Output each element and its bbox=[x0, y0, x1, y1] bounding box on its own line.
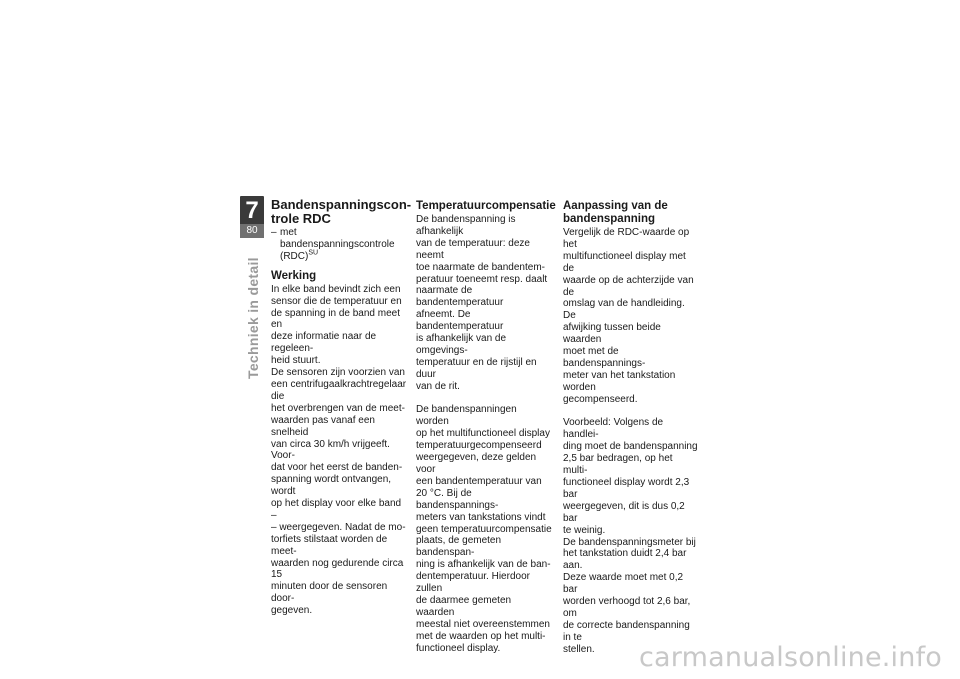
paragraph-adjustment-2: Voorbeeld: Volgens de handlei- ding moet de bandenspanning 2,5 bar bedragen, op het multi- functioneel display wordt 2,3 bar weergegeven, dit is dus 0,2 bar te weinig. De bandenspanningsmeter bij het tankstation duidt 2,4 bar aan. Deze waarde moet met 0,2 bar worden verhoogd tot 2,6 bar, om de correcte bandenspanning in te stellen. bbox=[563, 417, 698, 655]
page-number: 80 bbox=[240, 224, 264, 238]
bullet-dash: – bbox=[271, 227, 277, 238]
chapter-number: 7 bbox=[245, 197, 259, 224]
paragraph-temperature-1: De bandenspanning is afhankelijk van de temperatuur: deze neemt toe naarmate de bandentem- peratuur toeneemt resp. daalt naarmate de bandentemperatuur afneemt. De bandentemperatuur is afhankelijk van de omgevings- temperatuur en de rijstijl en duur van de rit. bbox=[416, 214, 548, 392]
watermark: carmanualsonline.info bbox=[639, 642, 942, 673]
section-title-rdc: Bandenspanningscon- trole RDC bbox=[271, 197, 412, 226]
chapter-marker bbox=[240, 196, 264, 238]
heading-aanpassing: Aanpassing van de bandenspanning bbox=[563, 200, 668, 225]
column-temperature bbox=[416, 198, 556, 655]
paragraph-werking: In elke band bevindt zich een sensor die de temperatuur en de spanning in de band meet en deze informatie naar de regeleen- heid stuurt. De sensoren zijn voorzien van een centrifugaalkrachtregelaar die het overbrengen van de meet- waarden pas vanaf een snelheid van circa 30 km/h vrijgeeft. Voor- dat voor het eerst de banden- spanning wordt ontvangen, wordt op het display voor elke band – – weergegeven. Nadat de mo- torfiets stilstaat worden de meet- waarden nog gedurende circa 15 minuten door de sensoren door- gegeven. bbox=[271, 283, 407, 617]
column-rdc bbox=[271, 197, 412, 617]
column-adjustment bbox=[563, 198, 699, 656]
heading-werking: Werking bbox=[271, 269, 317, 282]
equipment-note-text: met bandenspanningscontrole (RDC)$^{SU}$ bbox=[280, 227, 395, 262]
paragraph-temperature-2: De bandenspanningen worden op het multifunctioneel display temperatuurgecompenseerd weergegeven, deze gelden voor een bandentemperatuur van 20 °C. Bij de bandenspannings- meters van tankstations vindt geen temperatuurcompensatie plaats, de gemeten bandenspan- ning is afhankelijk van de ban- dentemperatuur. Hierdoor zullen de daarmee gemeten waarden meestal niet overeenstemmen met de waarden op het multi- functioneel display. bbox=[416, 404, 552, 654]
paragraph-adjustment-1: Vergelijk de RDC-waarde op het multifunctioneel display met de waarde op de achterzijde van de omslag van de handleiding. De afwijking tussen beide waarden moet met de bandenspannings- meter van het tankstation worden gecompenseerd. bbox=[563, 227, 694, 405]
equipment-note bbox=[271, 227, 407, 263]
chapter-side-title: Techniek in detail bbox=[245, 257, 261, 379]
heading-temperatuurcompensatie: Temperatuurcompensatie bbox=[416, 200, 556, 212]
equipment-code: SU bbox=[308, 249, 319, 257]
